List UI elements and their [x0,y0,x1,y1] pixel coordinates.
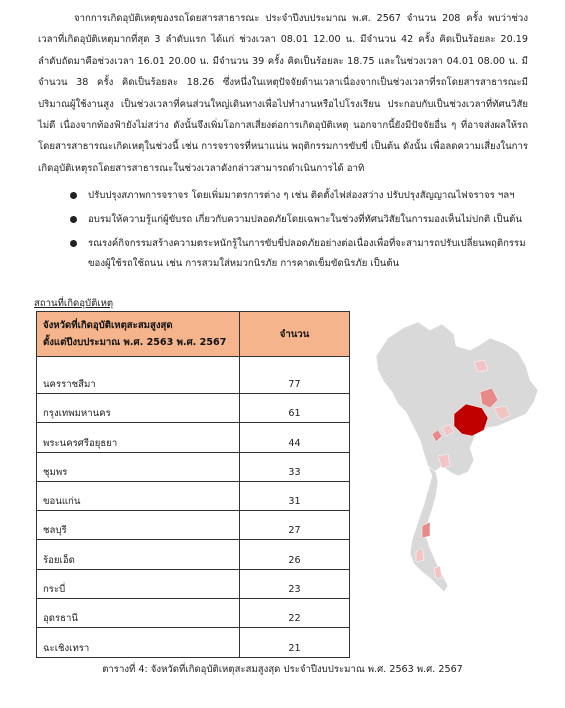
table-row: กระบี่ 23 [37,569,350,598]
list-item: ปรับปรุงสภาพการจราจร โดยเพิ่มมาตรการต่าง ๆ เช่น ติดตั้งไฟส่องสว่าง ปรับปรุงสัญญาณไฟจราจร ฯลฯ [66,186,526,206]
map-north-region [376,322,538,476]
body-paragraph [38,8,528,179]
list-item: อบรมให้ความรู้แก่ผู้ขับรถ เกี่ยวกับความปลอดภัยโดยเฉพาะในช่วงที่ทัศนวิสัยในการมองเห็นไม่ปกติ เป็นต้น [66,210,526,230]
table-row: ขอนแก่น 31 [37,481,350,510]
table-row: พระนครศรีอยุธยา 44 [37,423,350,452]
table-row: นครราชสีมา 77 [37,357,350,394]
header-count: จำนวน [240,312,350,357]
table-caption: ตารางที่ 4: จังหวัดที่เกิดอุบัติเหตุสะสมสูงสุด ประจำปีงบประมาณ พ.ศ. 2563 พ.ศ. 2567 [102,664,463,675]
bullet-icon [70,192,77,199]
bullet-icon [70,240,77,247]
table-row: ฉะเชิงเทรา 21 [37,628,350,657]
recommendation-list [66,186,526,278]
table-row: กรุงเทพมหานคร 61 [37,394,350,423]
header-province: จังหวัดที่เกิดอุบัติเหตุสะสมสูงสุด ตั้งแต่ปีงบประมาณ พ.ศ. 2563 พ.ศ. 2567 [37,312,240,357]
list-item: รณรงค์กิจกรรมสร้างความตระหนักรู้ในการขับขี่ปลอดภัยอย่างต่อเนื่องเพื่อที่จะสามารถปรับเปลี่ยนพฤติกรรมของผู้ใช้รถใช้ถนน เช่น การสวมใส่หมวกนิรภัย การคาดเข็มขัดนิรภัย เป็นต้น [66,234,526,274]
bullet-icon [70,216,77,223]
table-row: ร้อยเอ็ด 26 [37,540,350,569]
thailand-accident-map [358,316,543,594]
table-row: ชุมพร 33 [37,452,350,481]
table-header-row [37,312,350,357]
table-row: อุดรธานี 22 [37,599,350,628]
table-row: ชลบุรี 27 [37,511,350,540]
province-table [36,311,350,658]
body-paragraph-text: จากการเกิดอุบัติเหตุของรถโดยสารสาธารณะ ประจำปีงบประมาณ พ.ศ. 2567 จำนวน 208 ครั้ง พบว่าช่วงเวลาที่เกิดอุบัติเหตุมากที่สุด 3 ลำดับแรก ได้แก่ ช่วงเวลา 08.01 12.00 น. มีจำนวน 42 ครั้ง คิดเป็นร้อยละ 20.19 ลำดับถัดมาคือช่วงเวลา 16.01 20.00 น. มีจำนวน 39 ครั้ง คิดเป็นร้อยละ 18.75 และในช่วงเวลา 04.01 08.00 น. มีจำนวน 38 ครั้ง คิดเป็นร้อยละ 18.26 ซึ่งหนึ่งในเหตุปัจจัยด้านเวลาเนื่องจากเป็นช่วงเวลาที่รถโดยสารสาธารณะมีปริมาณผู้ใช้งานสูง เป็นช่วงเวลาที่คนส่วนใหญ่เดินทางเพื่อไปทำงานหรือไปโรงเรียน ประกอบกับเป็นช่วงเวลาที่ทัศนวิสัยไม่ดี เนื่องจากท้องฟ้ายังไม่สว่าง ดังนั้นจึงเพิ่มโอกาสเสี่ยงต่อการเกิดอุบัติเหตุ นอกจากนี้ยังมีปัจจัยอื่น ๆ ที่อาจส่งผลให้รถโดยสารสาธารณะเกิดเหตุในช่วงนี้ เช่น การจราจรที่หนาแน่น พฤติกรรมการขับขี่ เป็นต้น ดังนั้น เพื่อลดความเสี่ยงในการเกิดอุบัติเหตุรถโดยสารสาธารณะในช่วงเวลาดังกล่าวสามารถดำเนินการได้ อาทิ [38,13,528,174]
section-label: สถานที่เกิดอุบัติเหตุ [34,298,114,309]
